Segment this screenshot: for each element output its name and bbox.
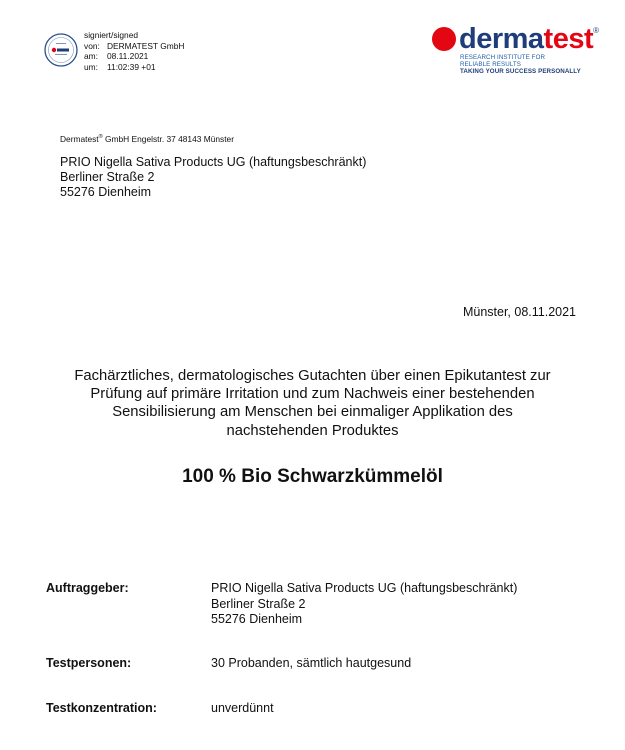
- logo-tagline-1: RESEARCH INSTITUTE FOR: [460, 54, 546, 61]
- document-date: Münster, 08.11.2021: [462, 305, 576, 319]
- logo-registered-mark: ®: [593, 26, 600, 35]
- subjects-label: Testpersonen:: [46, 656, 132, 670]
- intro-line: nachstehenden Produktes: [226, 422, 399, 439]
- signature-info: [84, 30, 184, 72]
- dermatest-logo: [432, 24, 602, 75]
- logo-word-test: test: [543, 23, 594, 55]
- signature-status: signiert/signed: [84, 30, 139, 40]
- signature-key: am:: [84, 51, 98, 61]
- logo-tagline-2: RELIABLE RESULTS: [460, 61, 521, 68]
- signature-row-by: [84, 41, 184, 52]
- signature-value: DERMATEST GmbH: [107, 40, 185, 51]
- signature-seal-icon: [44, 33, 78, 67]
- recipient-address: [60, 155, 366, 200]
- concentration-label: Testkonzentration:: [46, 701, 157, 715]
- subjects-value: 30 Probanden, sämtlich hautgesund: [211, 656, 412, 670]
- client-value: [211, 581, 517, 628]
- signature-row-time: [84, 62, 184, 73]
- sender-rest: GmbH Engelstr. 37 48143 Münster: [102, 134, 234, 144]
- sender-registered-mark: ®: [98, 134, 103, 141]
- recipient-line: PRIO Nigella Sativa Products UG (haftungsbeschränkt): [60, 155, 367, 169]
- logo-word-derma: derma: [459, 23, 544, 55]
- sender-address: [60, 134, 234, 144]
- logo-tagline-3: TAKING YOUR SUCCESS PERSONALLY: [460, 68, 581, 75]
- report-intro: [40, 367, 585, 440]
- logo-dot-icon: [432, 27, 456, 51]
- client-line: PRIO Nigella Sativa Products UG (haftungsbeschränkt): [211, 581, 518, 595]
- product-title: 100 % Bio Schwarzkümmelöl: [182, 466, 443, 487]
- signature-value: 08.11.2021: [107, 51, 149, 61]
- intro-line: Prüfung auf primäre Irritation und zum Nachweis einer bestehenden: [90, 386, 535, 403]
- client-label: Auftraggeber:: [46, 581, 129, 595]
- signature-value: 11:02:39 +01: [107, 61, 156, 72]
- logo-wordmark: [432, 24, 602, 54]
- recipient-line: 55276 Dienheim: [60, 185, 152, 199]
- intro-line: Sensibilisierung am Menschen bei einmaliger Applikation des: [112, 404, 513, 421]
- signature-key: um:: [84, 61, 98, 72]
- sender-name: Dermatest: [60, 134, 99, 144]
- intro-line: Fachärztliches, dermatologisches Gutachten über einen Epikutantest zur: [74, 368, 551, 384]
- recipient-line: Berliner Straße 2: [60, 170, 155, 184]
- signature-key: von:: [84, 40, 100, 51]
- client-line: Berliner Straße 2: [211, 596, 306, 611]
- client-line: 55276 Dienheim: [211, 612, 303, 626]
- concentration-value: unverdünnt: [211, 701, 274, 715]
- signature-row-date: [84, 51, 184, 62]
